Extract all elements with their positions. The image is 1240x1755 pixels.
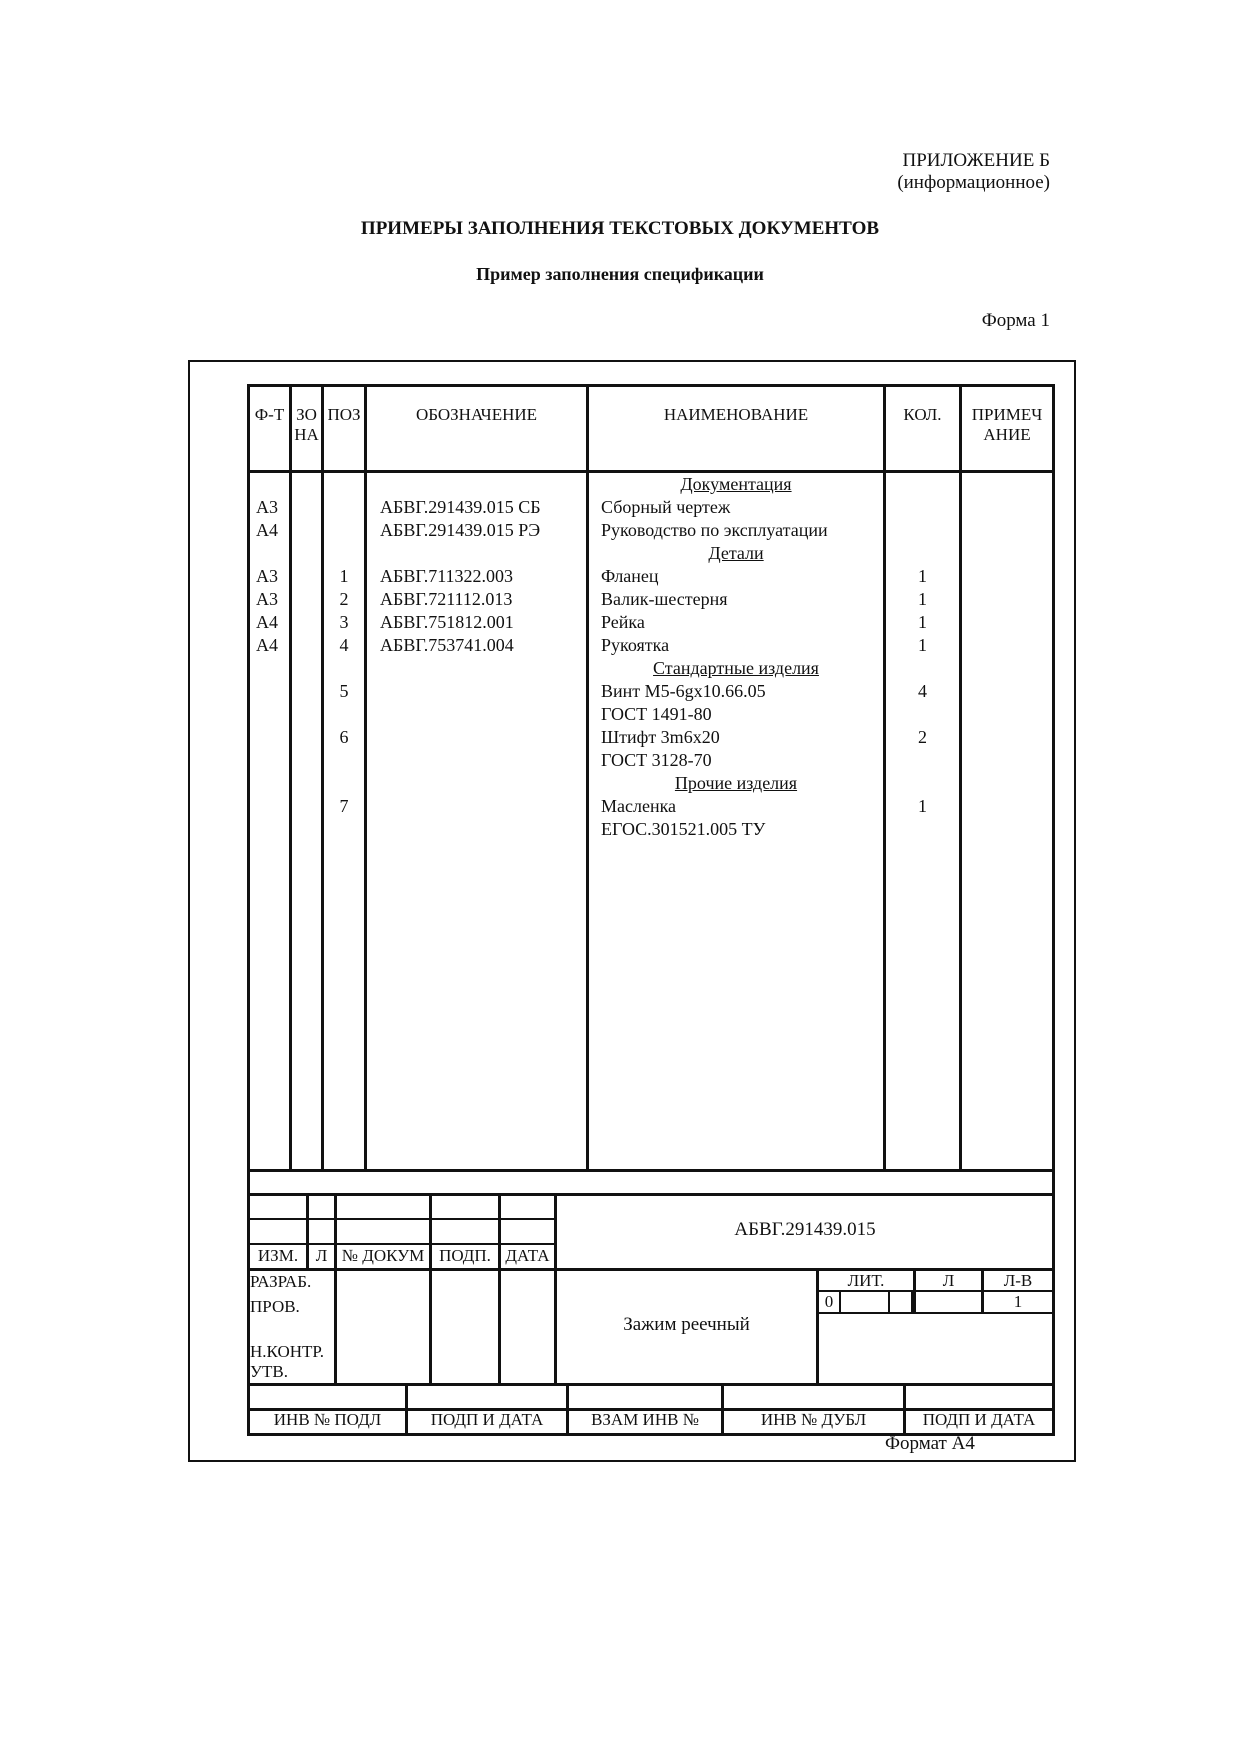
col-sep-2	[321, 384, 324, 1172]
row-name: Винт М5-6gх10.66.05	[601, 681, 766, 701]
role-checker: ПРОВ.	[250, 1297, 300, 1316]
change-col-5	[554, 1193, 557, 1383]
row-name: Валик-шестерня	[601, 589, 728, 609]
row-designation: АБВГ.751812.001	[380, 612, 514, 632]
header-name: НАИМЕНОВАНИЕ	[663, 405, 809, 424]
row-name: Рукоятка	[601, 635, 670, 655]
row-qty: 1	[918, 796, 927, 816]
row-format: А4	[256, 520, 278, 540]
change-header-izm: ИЗМ.	[257, 1246, 299, 1265]
role-developer: РАЗРАБ.	[250, 1272, 312, 1291]
sheet-header: Л	[942, 1271, 955, 1290]
appendix-block	[897, 150, 1050, 194]
header-qty: КОЛ.	[903, 405, 942, 424]
row-name: Штифт 3m6x20	[601, 727, 720, 747]
col-sep-5	[883, 384, 886, 1172]
strip-replace-inv: ВЗАМ ИНВ №	[591, 1410, 699, 1429]
row-name: ГОСТ 1491-80	[601, 704, 712, 724]
change-col-4	[498, 1193, 501, 1383]
appendix-subtitle: (информационное)	[897, 172, 1050, 193]
row-pos: 2	[339, 589, 349, 609]
section-title: Стандартные изделия	[653, 658, 819, 678]
row-designation: АБВГ.291439.015 РЭ	[380, 520, 541, 540]
header-format: Ф-Т	[254, 405, 285, 424]
body-bottom-border	[247, 1169, 1055, 1172]
row-pos: 6	[339, 727, 349, 747]
sheets-header: Л-В	[1003, 1271, 1033, 1290]
change-col-3	[429, 1193, 432, 1383]
role-approver: УТВ.	[250, 1362, 289, 1381]
lit-sub-2	[888, 1290, 890, 1312]
row-format: А4	[256, 612, 278, 632]
format-label: Формат А4	[885, 1433, 975, 1454]
row-qty: 1	[918, 635, 927, 655]
row-qty: 2	[918, 727, 927, 747]
lit-line-2	[816, 1312, 1055, 1314]
col-sep-3	[364, 384, 367, 1172]
strip-bottom-border	[247, 1193, 1055, 1196]
header-zone-top: ЗО	[296, 405, 317, 424]
row-pos: 5	[339, 681, 349, 701]
appendix-title: ПРИЛОЖЕНИЕ Б	[902, 150, 1050, 171]
strip-sign-date-2: ПОДП И ДАТА	[922, 1410, 1036, 1429]
row-name: Фланец	[601, 566, 659, 586]
row-format: А3	[256, 497, 278, 517]
row-qty: 1	[918, 612, 927, 632]
lit-value: 0	[824, 1292, 834, 1311]
change-row-line-1	[247, 1218, 557, 1220]
row-pos: 4	[339, 635, 349, 655]
page-heading: ПРИМЕРЫ ЗАПОЛНЕНИЯ ТЕКСТОВЫХ ДОКУМЕНТОВ	[360, 218, 880, 239]
row-designation: АБВГ.291439.015 СБ	[380, 497, 541, 517]
row-qty: 1	[918, 589, 927, 609]
col-sep-1	[289, 384, 292, 1172]
role-norm-control: Н.КОНТР.	[250, 1342, 324, 1361]
header-designation: ОБОЗНАЧЕНИЕ	[415, 405, 538, 424]
lit-sub-1	[839, 1290, 841, 1312]
section-title: Детали	[708, 543, 764, 563]
row-format: А3	[256, 589, 278, 609]
row-pos: 7	[339, 796, 349, 816]
row-name: Руководство по эксплуатации	[601, 520, 828, 540]
strip-inv-dup: ИНВ № ДУБЛ	[760, 1410, 867, 1429]
row-format: А4	[256, 635, 278, 655]
change-header-date: ДАТА	[505, 1246, 550, 1265]
change-header-list: Л	[315, 1246, 328, 1265]
change-col-2	[334, 1193, 337, 1383]
strip-sign-date-1: ПОДП И ДАТА	[430, 1410, 544, 1429]
header-zone-bottom: НА	[294, 425, 319, 444]
row-name: Сборный чертеж	[601, 497, 731, 517]
row-designation: АБВГ.711322.003	[380, 566, 514, 586]
row-pos: 1	[339, 566, 349, 586]
row-name: Рейка	[601, 612, 645, 632]
row-name: ГОСТ 3128-70	[601, 750, 712, 770]
row-qty: 1	[918, 566, 927, 586]
row-name: ЕГОС.301521.005 ТУ	[601, 819, 766, 839]
change-row-line-2	[247, 1243, 557, 1245]
table-right-border	[1052, 384, 1055, 1436]
change-header-doc: № ДОКУМ	[341, 1246, 425, 1265]
row-pos: 3	[339, 612, 349, 632]
header-note-bottom: АНИЕ	[983, 425, 1031, 444]
form-label: Форма 1	[981, 310, 1050, 331]
header-zone	[292, 405, 321, 445]
doc-code: АБВГ.291439.015	[734, 1219, 876, 1240]
title-bottom-border	[247, 1383, 1055, 1386]
row-designation: АБВГ.721112.013	[380, 589, 513, 609]
header-pos: ПОЗ	[327, 405, 361, 424]
product-name: Зажим реечный	[623, 1314, 750, 1335]
section-title: Прочие изделия	[674, 773, 798, 793]
row-format: А3	[256, 566, 278, 586]
section-title: Документация	[680, 474, 792, 494]
header-note-top: ПРИМЕЧ	[971, 405, 1043, 424]
table-top-border	[247, 384, 1055, 387]
strip-inv-orig: ИНВ № ПОДЛ	[273, 1410, 382, 1429]
row-name: Масленка	[601, 796, 677, 816]
row-qty: 4	[918, 681, 927, 701]
row-designation: АБВГ.753741.004	[380, 635, 514, 655]
sheets-value: 1	[1013, 1292, 1023, 1311]
col-sep-6	[959, 384, 962, 1172]
lit-header: ЛИТ.	[847, 1271, 885, 1290]
header-note	[962, 405, 1052, 445]
page-subheading: Пример заполнения спецификации	[476, 264, 764, 284]
change-header-sign: ПОДП.	[439, 1246, 491, 1265]
